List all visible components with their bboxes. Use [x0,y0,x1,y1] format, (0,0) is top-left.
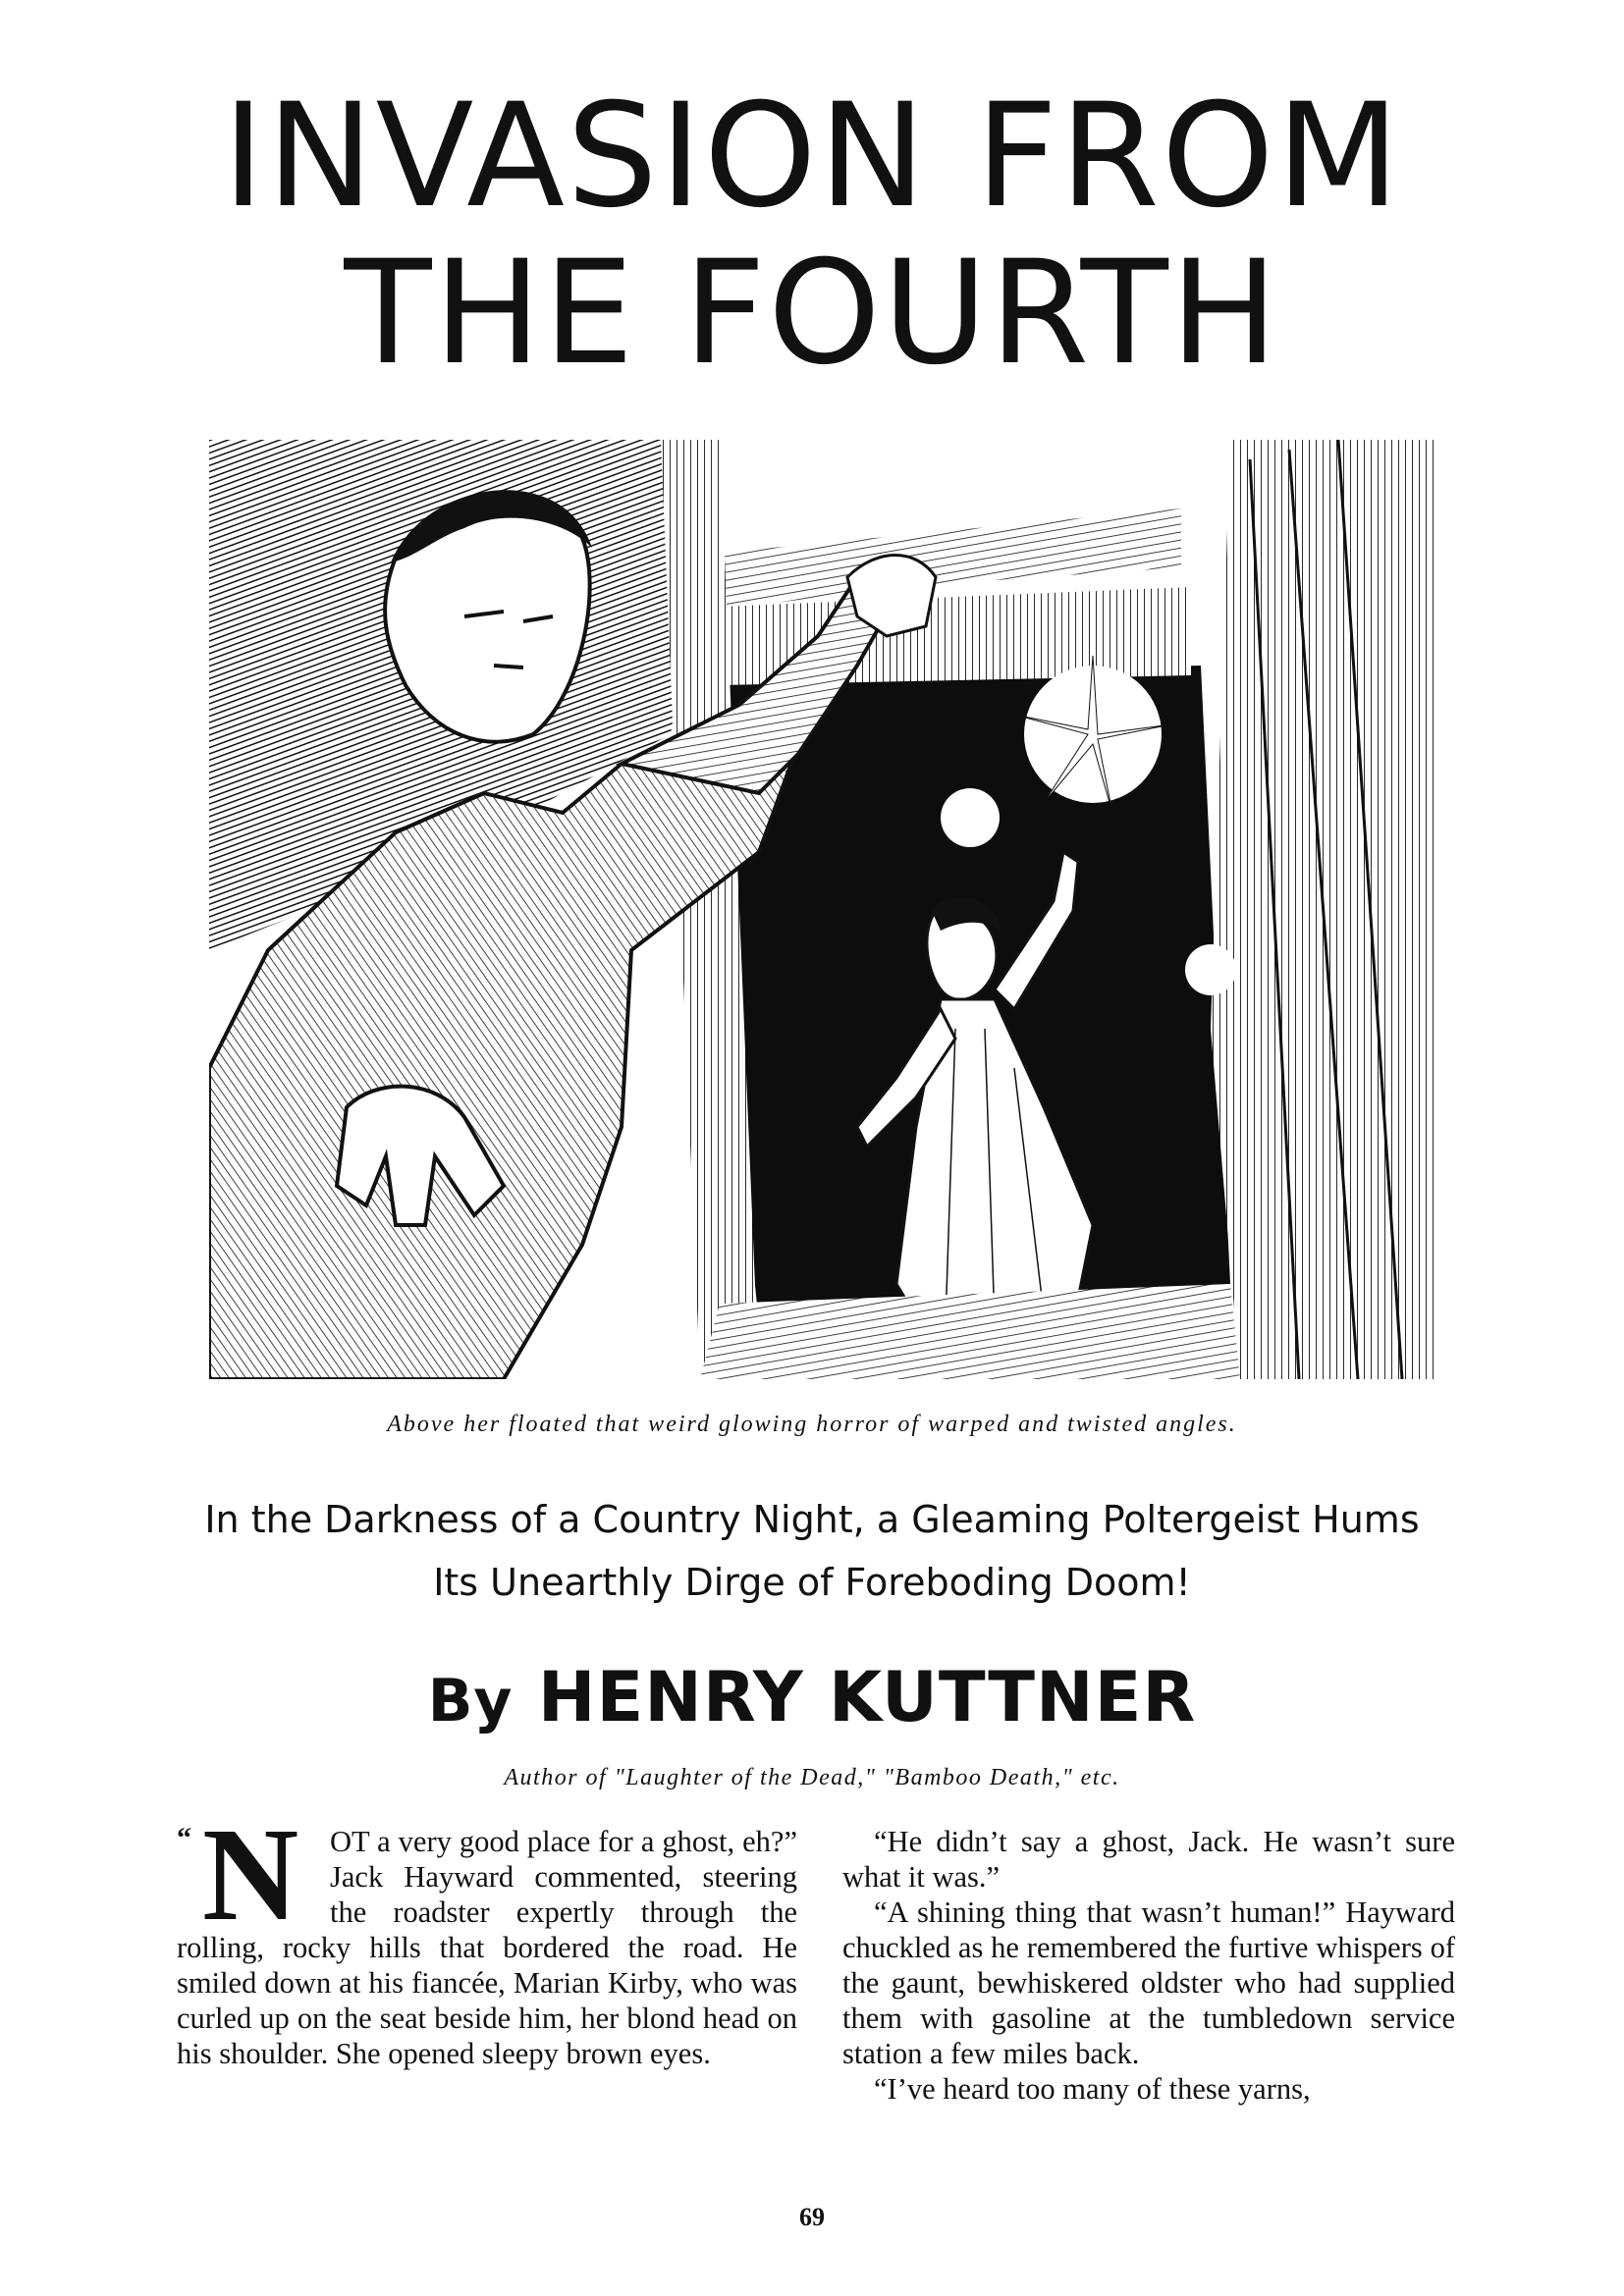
story-column-left [177,1801,797,2071]
byline-by: By [427,1667,514,1735]
story-paragraph-2: “He didn’t say a ghost, Jack. He wasn’t sure what it was.” [842,1825,1455,1894]
author-credits: Author of "Laughter of the Dead," "Bamboo Death," etc. [504,1765,1120,1790]
illustration [209,440,1434,1379]
blurb-line-1: In the Darkness of a Country Night, a Gleaming Poltergeist Hums [204,1498,1420,1541]
drop-cap-letter: N [202,1801,299,1949]
story-paragraph-1: OT a very good place for a ghost, eh?” Jack Hayward commented, steering the roadster expertly through the rolling, rocky hills that bordered the road. He smiled down at his fiancée, Marian Kirby, who was curled up on the seat beside him, her blond head on his shoulder. She opened sleepy brown eyes. [177,1825,797,2070]
illustration-caption: Above her floated that weird glowing horror of warped and twisted angles. [387,1412,1237,1437]
drop-cap [177,1801,326,1949]
title-line-2: THE FOURTH [344,230,1280,397]
blurb-line-2: Its Unearthly Dirge of Foreboding Doom! [433,1561,1191,1604]
author-name: HENRY KUTTNER [537,1657,1197,1737]
story-paragraph-3: “A shining thing that wasn’t human!” Hayward chuckled as he remembered the furtive whispers of the gaunt, bewhiskered oldster who had supplied them with gasoline at the tumbledown service station a few miles back. [842,1896,1455,2070]
story-column-right [842,1824,1455,2107]
drop-cap-quote: “ [177,1822,191,1854]
story-paragraph-4: “I’ve heard too many of these yarns, [874,2072,1311,2106]
byline [0,1657,1624,1737]
title-line-1: INVASION FROM [222,73,1402,240]
page-number: 69 [799,2203,825,2231]
